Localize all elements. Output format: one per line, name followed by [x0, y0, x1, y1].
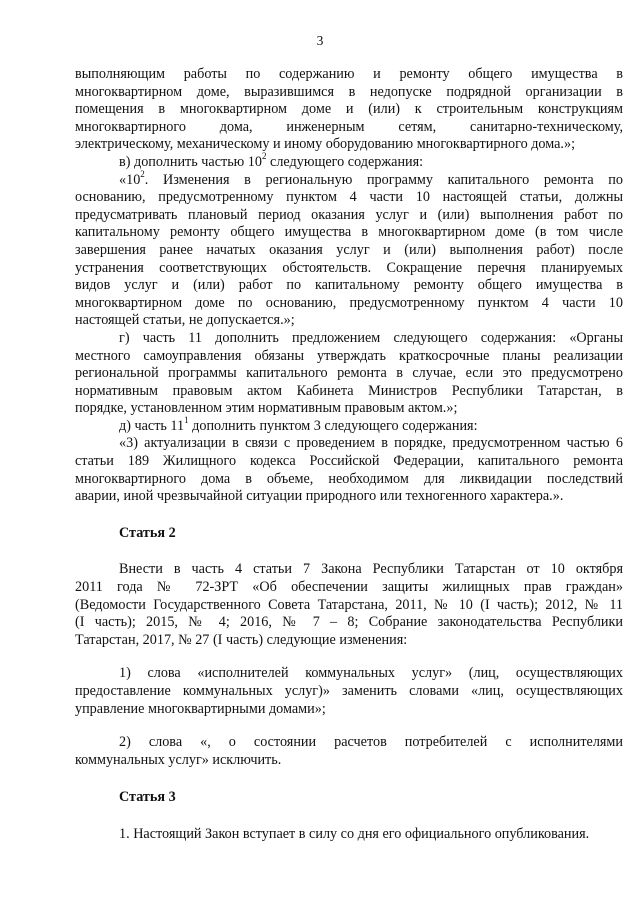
text-line: 1) слова «исполнителей коммунальных услуг» (лиц, осуществляющих [119, 665, 623, 682]
text-line: нормативным правовым актом Кабинета Министров Республики Татарстан, в [75, 382, 623, 399]
article3-heading: Статья 3 [119, 789, 176, 806]
article2-item2-paragraph [75, 734, 623, 769]
text-line: предусматривать плановый период оказания услуг и (или) выполнения работ по [75, 206, 623, 223]
text-line: «3) актуализации в связи с проведением в порядке, предусмотренном частью 6 [119, 435, 623, 452]
text-line: (Ведомости Государственного Совета Татарстана, 2011, № 10 (I часть); 2012, № 11 [75, 596, 623, 613]
text-line: аварии, иной чрезвычайной ситуации природного или техногенного характера.». [75, 488, 564, 505]
document-body [75, 66, 623, 844]
item-v-text-tail: следующего содержания: [266, 153, 424, 170]
item-v-superscript: 2 [262, 151, 267, 162]
page-number: 3 [316, 33, 324, 48]
item-d-text-tail: дополнить пунктом 3 следующего содержания: [188, 417, 478, 434]
text-line: устранения соответствующих обстоятельств. Сокращение перечня планируемых [75, 259, 623, 276]
text-line: выполняющим работы по содержанию и ремонту общего имущества в [75, 66, 623, 82]
point-3-paragraph [75, 435, 623, 505]
article1-continuation-paragraph [75, 66, 623, 154]
text-line: многоквартирном доме по основанию, предусмотренному пунктом 4 части 10 [75, 294, 623, 311]
item-d [75, 415, 623, 436]
text-line: завершения ранее начатых оказания услуг и (или) выполнения работ) после [75, 241, 623, 258]
text-line: порядке, установленном этим нормативным правовым актом.»; [75, 400, 458, 417]
text-line: капитальному ремонту общего имущества в многоквартирном доме (в том числе [75, 224, 623, 241]
item-d-superscript: 1 [184, 415, 189, 426]
text-line: коммунальных услуг» исключить. [75, 751, 282, 768]
item-d-text: д) часть 11 [119, 417, 185, 434]
item-g-paragraph [75, 330, 623, 418]
article3-item1: 1. Настоящий Закон вступает в силу со дня его официального опубликования. [119, 825, 590, 842]
part-10-2-first-line: . Изменения в региональную программу капитального ремонта по [144, 171, 623, 188]
text-line: Внести в часть 4 статьи 7 Закона Республики Татарстан от 10 октября [119, 561, 623, 578]
text-line: многоквартирном доме, выразившимся в недопуске подрядной организации в [75, 83, 623, 100]
text-line: региональной программы капитального ремонта в случае, если это предусмотрено [75, 365, 623, 382]
article2-item1-paragraph [75, 665, 623, 718]
article2-intro-paragraph [75, 561, 623, 649]
text-line: многоквартирного дома, инженерным сетям, санитарно-техническому, [75, 118, 623, 135]
text-line: электрическому, механическому и иному оборудованию многоквартирного дома.»; [75, 136, 576, 153]
text-line: управление многоквартирными домами»; [75, 700, 326, 717]
part-10-2-superscript: 2 [140, 168, 145, 179]
text-line: предоставление коммунальных услуг)» заменить словами «лиц, осуществляющих [75, 683, 623, 699]
text-line: видов услуг и (или) работ по капитальному ремонту общего имущества в [75, 277, 623, 294]
text-line: Татарстан, 2017, № 27 (I часть) следующие изменения: [75, 631, 408, 648]
text-line: статьи 189 Жилищного кодекса Российской Федерации, капитального ремонта [75, 453, 623, 470]
part-10-2-paragraph [75, 168, 623, 330]
item-v-text: в) дополнить частью 10 [119, 153, 262, 170]
part-10-2-number: «10 [119, 171, 141, 188]
text-line: местного самоуправления обязаны утверждать краткосрочные планы реализации [75, 347, 623, 364]
text-line: многоквартирного дома в объеме, необходимом для ликвидации последствий [75, 470, 623, 487]
article2-heading: Статья 2 [119, 524, 176, 541]
text-line: (I часть); 2015, № 4; 2016, № 7 – 8; Собрание законодательства Республики [75, 614, 623, 631]
text-line: 2011 года № 72-ЗРТ «Об обеспечении защиты жилищных прав граждан» [75, 579, 623, 596]
text-line [75, 168, 623, 190]
text-line: г) часть 11 дополнить предложением следующего содержания: «Органы [119, 329, 623, 346]
text-line: 2) слова «, о состоянии расчетов потребителей с исполнителями [119, 734, 623, 751]
text-line: помещения в многоквартирном доме и (или) к строительным конструкциям [75, 101, 623, 118]
text-line: настоящей статьи, не допускается.»; [75, 312, 295, 329]
text-line: основанию, предусмотренному пунктом 4 части 10 настоящей статьи, должны [75, 189, 623, 206]
item-v [75, 151, 623, 172]
